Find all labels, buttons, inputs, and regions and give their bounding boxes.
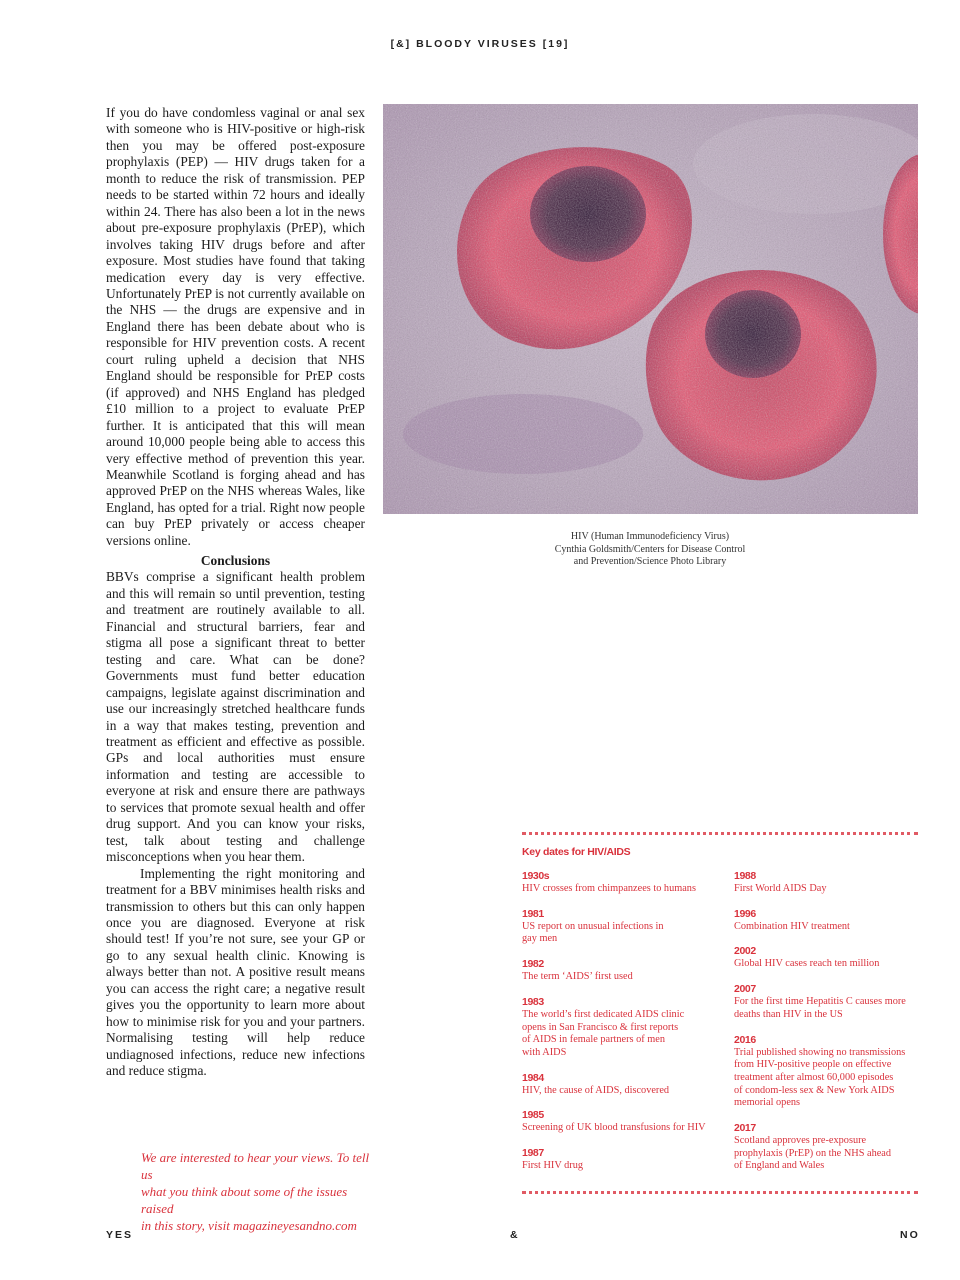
pullquote-line: We are interested to hear your views. To tell us <box>141 1150 370 1182</box>
key-date-year: 1982 <box>522 958 544 971</box>
key-date-year: 2016 <box>734 1033 756 1046</box>
key-date-year: 1988 <box>734 870 756 882</box>
running-head: [&] BLOODY VIRUSES [19] <box>390 38 570 50</box>
key-date-entry <box>734 983 924 1021</box>
key-date-text: Screening of UK blood transfusions for HIV <box>522 1122 706 1134</box>
key-date-entry <box>522 996 712 1060</box>
footer-left: YES <box>106 1229 134 1241</box>
key-date-year: 2017 <box>734 1122 756 1135</box>
key-date-text: HIV crosses from chimpanzees to humans <box>522 883 696 894</box>
conclusions-paragraph: BBVs comprise a significant health problem and this will remain so until prevention, testing and treatment are routinely available to all. Financial and structural barriers, fear and stigma all pose a significant threat to better testing and care. What can be done? Governments must fund better education campaigns, legislate against discrimination and use our increasingly stretched healthcare funds in a way that makes testing, prevention and treatment as efficient and effective as possible. GPs and local authorities must ensure information and testing are accessible to everyone at risk and ensure there are pathways to services that promote sexual health and offer drug support. And you can know your risks, test, talk about testing and challenge misconceptions when you hear them. <box>106 569 365 865</box>
key-date-text: The term ‘AIDS’ first used <box>522 971 633 983</box>
hiv-micrograph-image <box>383 104 918 514</box>
key-date-entry <box>522 870 712 896</box>
caption-credit-2: and Prevention/Science Photo Library <box>573 556 727 568</box>
key-date-text: Trial published showing no transmissions from HIV-positive people on effective treatment after almost 60,000 episodes of condom-less sex & New York AIDS memorial opens <box>734 1046 906 1109</box>
key-date-entry <box>522 958 712 984</box>
key-date-entry <box>522 1147 712 1173</box>
key-date-year: 1983 <box>522 995 544 1008</box>
key-dates-left-column <box>522 870 712 1185</box>
key-date-year: 1985 <box>522 1109 544 1122</box>
key-date-text: HIV, the cause of AIDS, discovered <box>522 1084 670 1096</box>
footer-center: & <box>510 1229 520 1241</box>
caption-title: HIV (Human Immunodeficiency Virus) <box>570 531 730 542</box>
key-date-text: Combination HIV treatment <box>734 920 850 932</box>
key-date-year: 1996 <box>734 907 756 920</box>
footer-right: NO <box>900 1229 920 1241</box>
caption-credit: Cynthia Goldsmith/Centers for Disease Control <box>554 543 746 555</box>
key-date-entry <box>734 1122 924 1173</box>
key-dates-bottom-rule <box>522 1191 918 1194</box>
key-date-year: 1987 <box>522 1147 544 1160</box>
key-dates-title: Key dates for HIV/AIDS <box>522 846 631 858</box>
key-date-year: 2002 <box>734 945 756 958</box>
key-date-text: For the first time Hepatitis C causes more deaths than HIV in the US <box>734 996 906 1020</box>
pullquote-line: in this story, visit magazineyesandno.com <box>141 1218 357 1233</box>
key-date-year: 1984 <box>522 1071 544 1084</box>
key-date-text: First World AIDS Day <box>734 883 827 894</box>
key-dates-top-rule <box>522 832 918 835</box>
key-date-text: The world’s first dedicated AIDS clinic opens in San Francisco & first reports of AIDS in female partners of men with AIDS <box>522 1008 685 1058</box>
key-date-year: 2007 <box>734 983 756 996</box>
key-date-entry <box>734 870 924 896</box>
article-column-top <box>106 105 365 549</box>
key-date-year: 1981 <box>522 907 544 920</box>
key-date-text: Global HIV cases reach ten million <box>734 958 880 970</box>
conclusions-heading: Conclusions <box>200 553 271 568</box>
key-date-text: Scotland approves pre-exposure prophylaxis (PrEP) on the NHS ahead of England and Wales <box>734 1135 892 1172</box>
key-date-entry <box>522 1109 712 1135</box>
key-date-text: First HIV drug <box>522 1160 584 1172</box>
key-date-entry <box>734 1034 924 1111</box>
key-date-entry <box>522 1072 712 1098</box>
key-date-entry <box>734 945 924 971</box>
key-date-year: 1930s <box>522 870 550 882</box>
reader-feedback-note <box>141 1149 371 1234</box>
photo-caption <box>520 531 780 569</box>
conclusions-paragraph-2: Implementing the right monitoring and treatment for a BBV minimises health risks and transmission to others but this can only happen once you are diagnosed. Everyone at risk should test! If you’re not sure, see your GP or go to any sexual health clinic. Knowing is always better than not. A positive result means you can access the right care; a negative result gives you the opportunity to learn more about how to minimise risk for you and your partners. Normalising testing will help reduce undiagnosed infections, reduce new infections and reduce stigma. <box>106 865 365 1079</box>
key-date-text: US report on unusual infections in gay men <box>522 920 664 945</box>
article-column-bottom <box>106 553 365 1080</box>
key-dates-right-column <box>734 870 924 1185</box>
key-date-entry <box>734 908 924 934</box>
key-date-entry <box>522 908 712 946</box>
pullquote-line: what you think about some of the issues raised <box>141 1184 348 1216</box>
body-paragraph: If you do have condomless vaginal or anal sex with someone who is HIV-positive or high-risk then you may be offered post-exposure prophylaxis (PEP) — HIV drugs taken for a month to reduce the risk of transmission. PEP needs to be started within 72 hours and ideally within 24. There has also been a lot in the news about pre-exposure prophylaxis (PrEP), which involves taking HIV drugs before and after exposure. Most studies have found that taking medication every day is very effective. Unfortunately PrEP is not currently available on the NHS — the drugs are expensive and in England there has been debate about who is responsible for HIV prevention costs. A recent court ruling upheld a decision that NHS England should be responsible for PrEP costs (if approved) and NHS England has pledged £10 million to a project to evaluate PrEP further. It is anticipated that this will mean around 10,000 people being able to access this very effective method of prevention this year. Meanwhile Scotland is forging ahead and has approved PrEP on the NHS whereas Wales, like England, has opted for a trial. Right now people can buy PrEP privately or access cheaper versions online. <box>106 105 365 548</box>
